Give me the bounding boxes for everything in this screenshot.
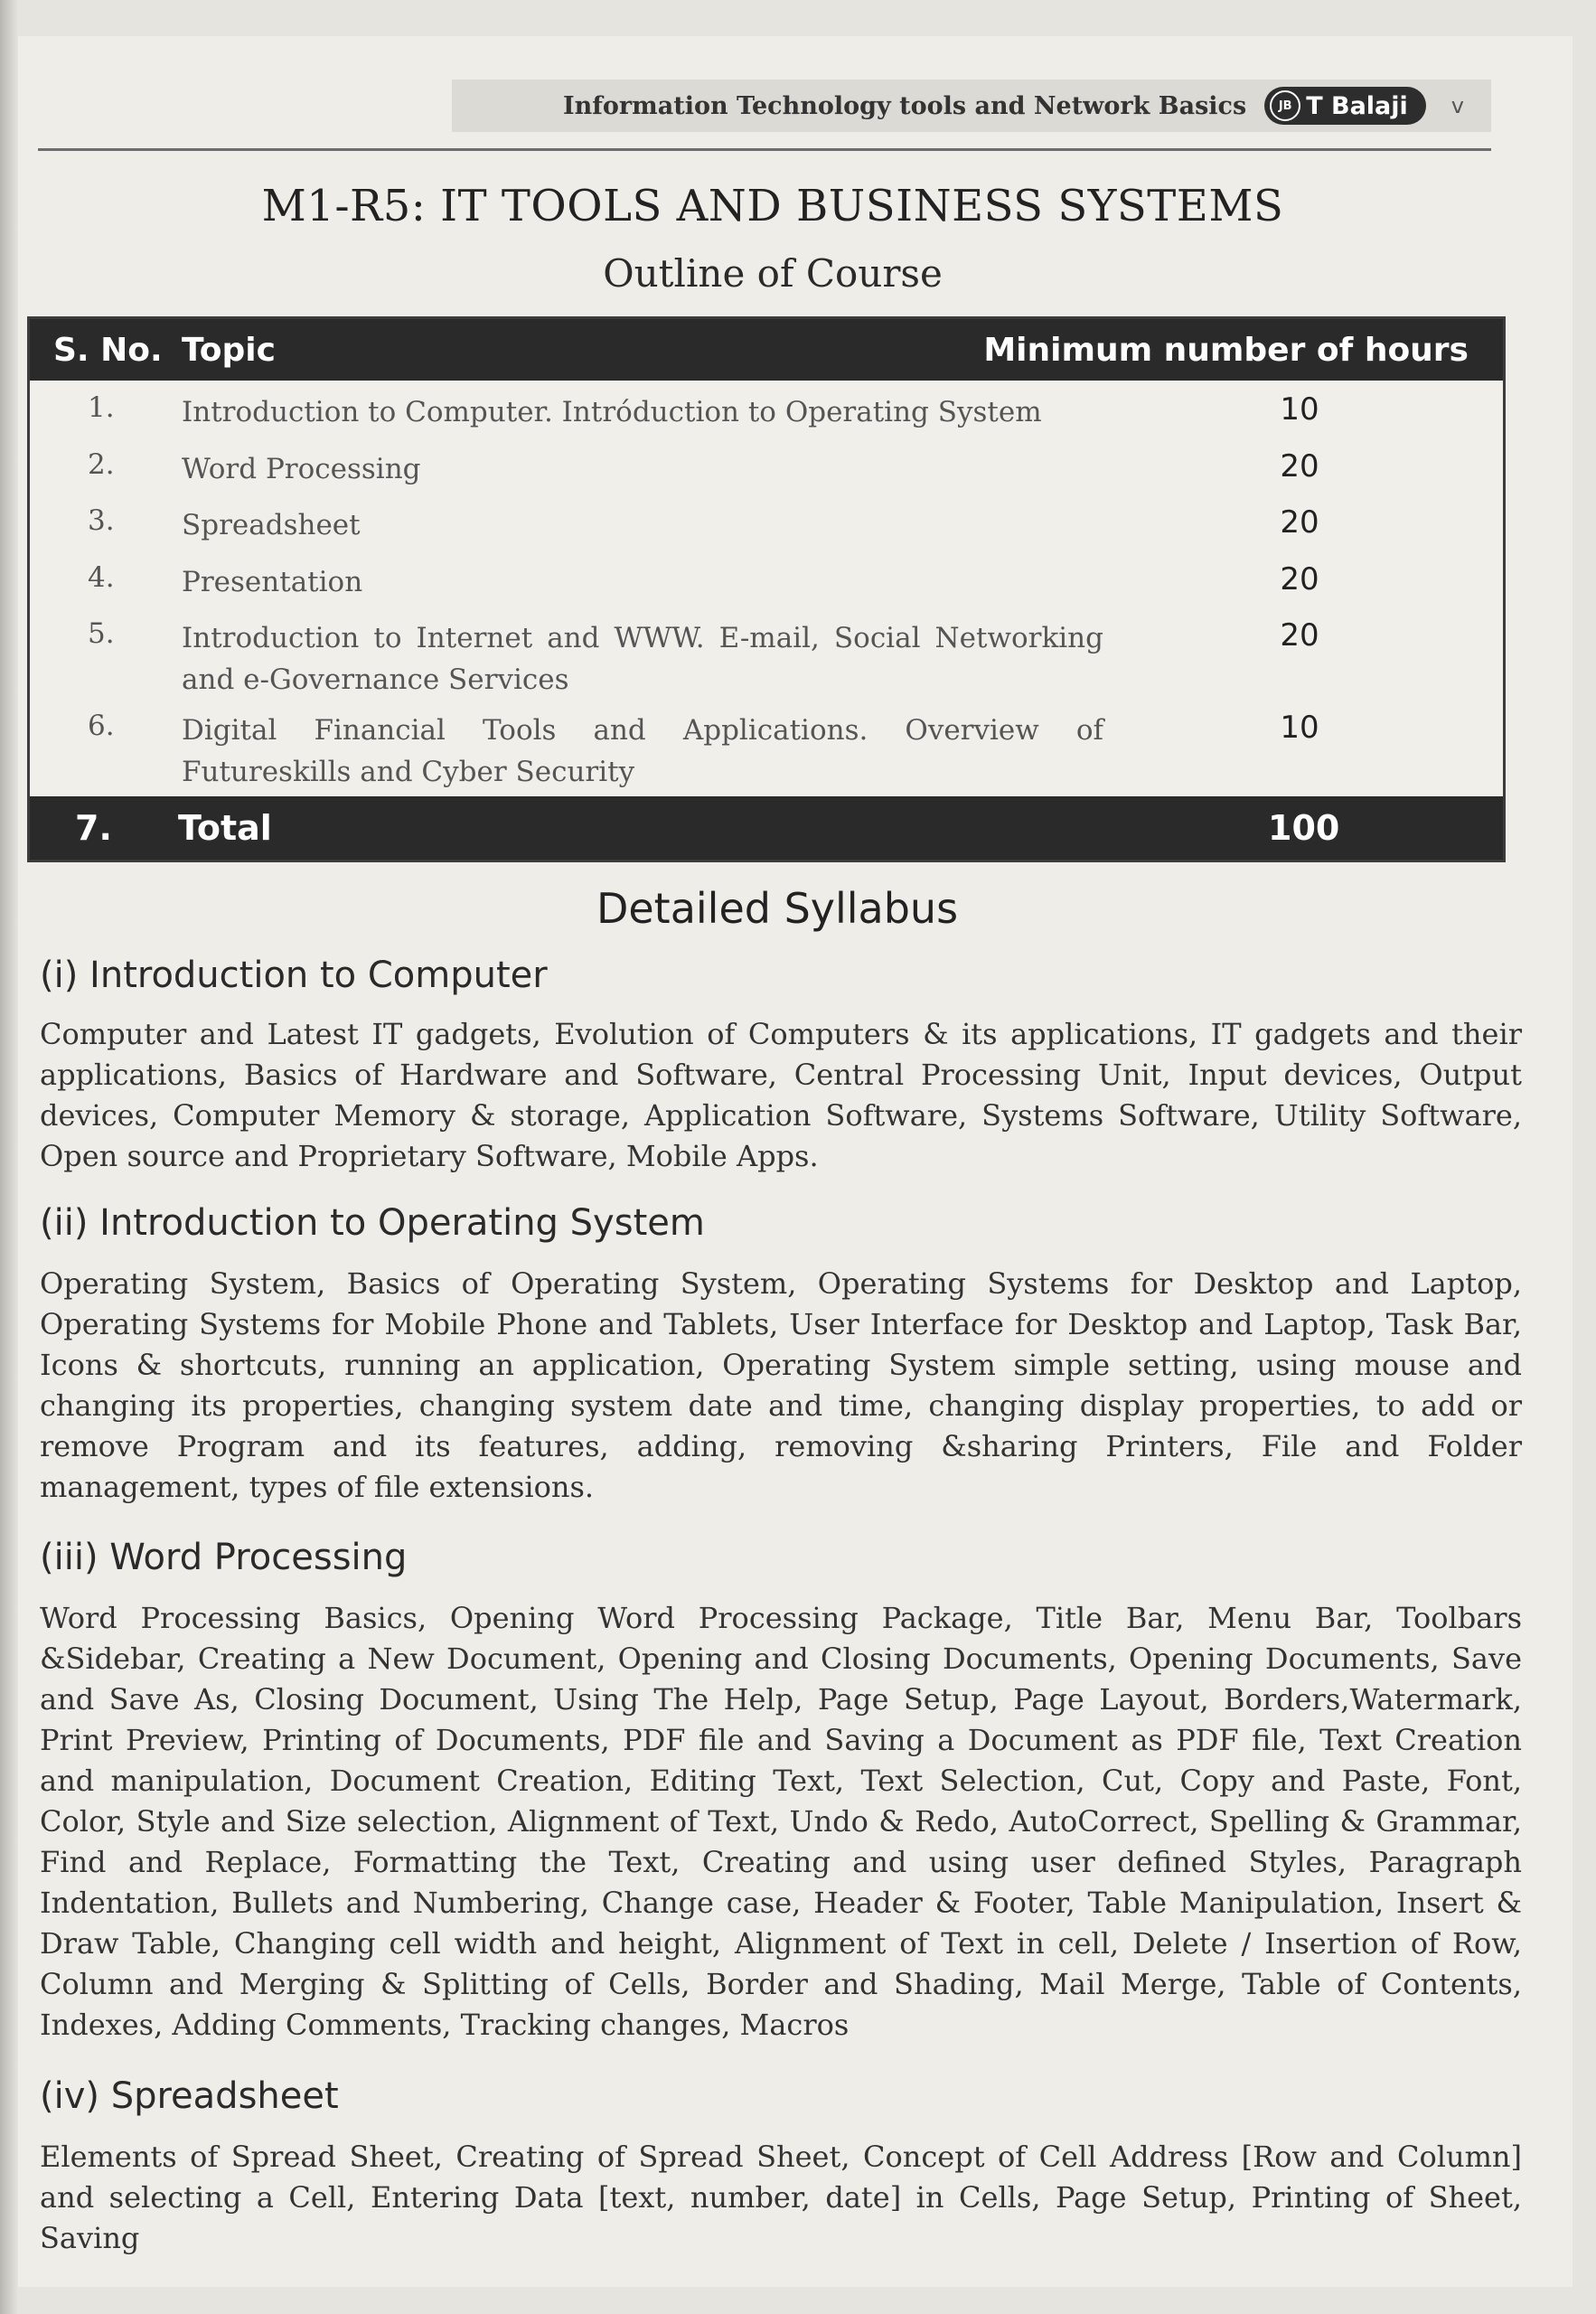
page-number: v [1450, 93, 1464, 118]
row-topic: Word Processing [182, 453, 421, 485]
outline-title: Outline of Course [603, 251, 943, 296]
row-hours: 20 [1280, 448, 1319, 484]
running-header [452, 80, 1491, 132]
total-sno: 7. [75, 808, 112, 848]
section-heading: (iv) Spreadsheet [40, 2075, 339, 2117]
row-hours: 20 [1280, 617, 1319, 654]
header-divider [38, 148, 1491, 151]
publisher-name: T Balaji [1306, 91, 1408, 120]
section-body: Elements of Spread Sheet, Creating of Spread Sheet, Concept of Cell Address [Row and Column] and selecting a Cell, Entering Data [text, number, date] in Cells, Page Setup, Printing of Sheet, Saving [40, 2140, 1522, 2255]
section-body: Word Processing Basics, Opening Word Processing Package, Title Bar, Menu Bar, Toolbars &Sidebar, Creating a New Document, Opening and Closing Documents, Opening Documents, Save and Save As, Closing Document, Using The Help, Page Setup, Page Layout, Borders,Watermark, Print Preview, Printing of Documents, PDF file and Saving a Document as PDF file, Text Creation and manipulation, Document Creation, Editing Text, Text Selection, Cut, Copy and Paste, Font, Color, Style and Size selection, Alignment of Text, Undo & Redo, AutoCorrect, Spelling & Grammar, Find and Replace, Formatting the Text, Creating and using user defined Styles, Paragraph Indentation, Bullets and Numbering, Change case, Header & Footer, Table Manipulation, Insert & Draw Table, Changing cell width and height, Alignment of Text in cell, Delete / Insertion of Row, Column and Merging & Splitting of Cells, Border and Shading, Mail Merge, Table of Contents, Indexes, Adding Comments, Tracking changes, Macros [40, 1601, 1522, 2042]
section-heading: (iii) Word Processing [40, 1537, 408, 1578]
row-topic: Introduction to Internet and WWW. E-mail, Social Networking and e-Governance Services [182, 622, 1103, 696]
row-hours: 10 [1280, 710, 1319, 746]
page-binding-shadow [0, 0, 18, 2314]
section-heading: (i) Introduction to Computer [40, 955, 548, 996]
syllabus-title: Detailed Syllabus [596, 884, 959, 933]
running-title: Information Technology tools and Network Basics [563, 91, 1247, 120]
table-total-row [30, 796, 1503, 860]
row-sno: 2. [88, 448, 115, 481]
row-sno: 3. [88, 504, 115, 537]
course-title: M1-R5: IT TOOLS AND BUSINESS SYSTEMS [261, 181, 1284, 231]
header-sno: S. No. [53, 332, 163, 369]
row-topic: Digital Financial Tools and Applications. Overview of Futureskills and Cyber Security [182, 714, 1103, 788]
row-topic: Spreadsheet [182, 509, 361, 541]
publisher-logo-icon: JB [1270, 90, 1300, 121]
course-outline-table [27, 316, 1506, 862]
section-body: Computer and Latest IT gadgets, Evolution of Computers & its applications, IT gadgets and their applications, Basics of Hardware and Software, Central Processing Unit, Input devices, Output devices, Computer Memory & storage, Application Software, Systems Software, Utility Software, Open source and Proprietary Software, Mobile Apps. [40, 1017, 1522, 1173]
row-hours: 20 [1280, 561, 1319, 597]
row-sno: 1. [88, 391, 115, 424]
row-sno: 6. [88, 710, 115, 742]
section-body: Operating System, Basics of Operating System, Operating Systems for Desktop and Laptop, Operating Systems for Mobile Phone and Tablets, User Interface for Desktop and Laptop, Task Bar, Icons & shortcuts, running an application, Operating System simple setting, using mouse and changing its properties, changing system date and time, changing display properties, to add or remove Program and its features, adding, removing &sharing Printers, File and Folder management, types of file extensions. [40, 1266, 1522, 1504]
header-hours: Minimum number of hours [983, 332, 1469, 369]
publisher-badge [1264, 87, 1426, 125]
row-sno: 4. [88, 561, 115, 594]
row-topic: Presentation [182, 566, 363, 598]
total-hours: 100 [1268, 808, 1340, 848]
table-header-row [30, 319, 1503, 381]
header-topic: Topic [182, 332, 276, 369]
total-label: Total [178, 808, 272, 848]
row-topic: Introduction to Computer. Intróduction to Operating System [182, 396, 1042, 428]
section-heading: (ii) Introduction to Operating System [40, 1202, 705, 1244]
row-sno: 5. [88, 617, 115, 650]
row-hours: 20 [1280, 504, 1319, 541]
row-hours: 10 [1280, 391, 1319, 428]
